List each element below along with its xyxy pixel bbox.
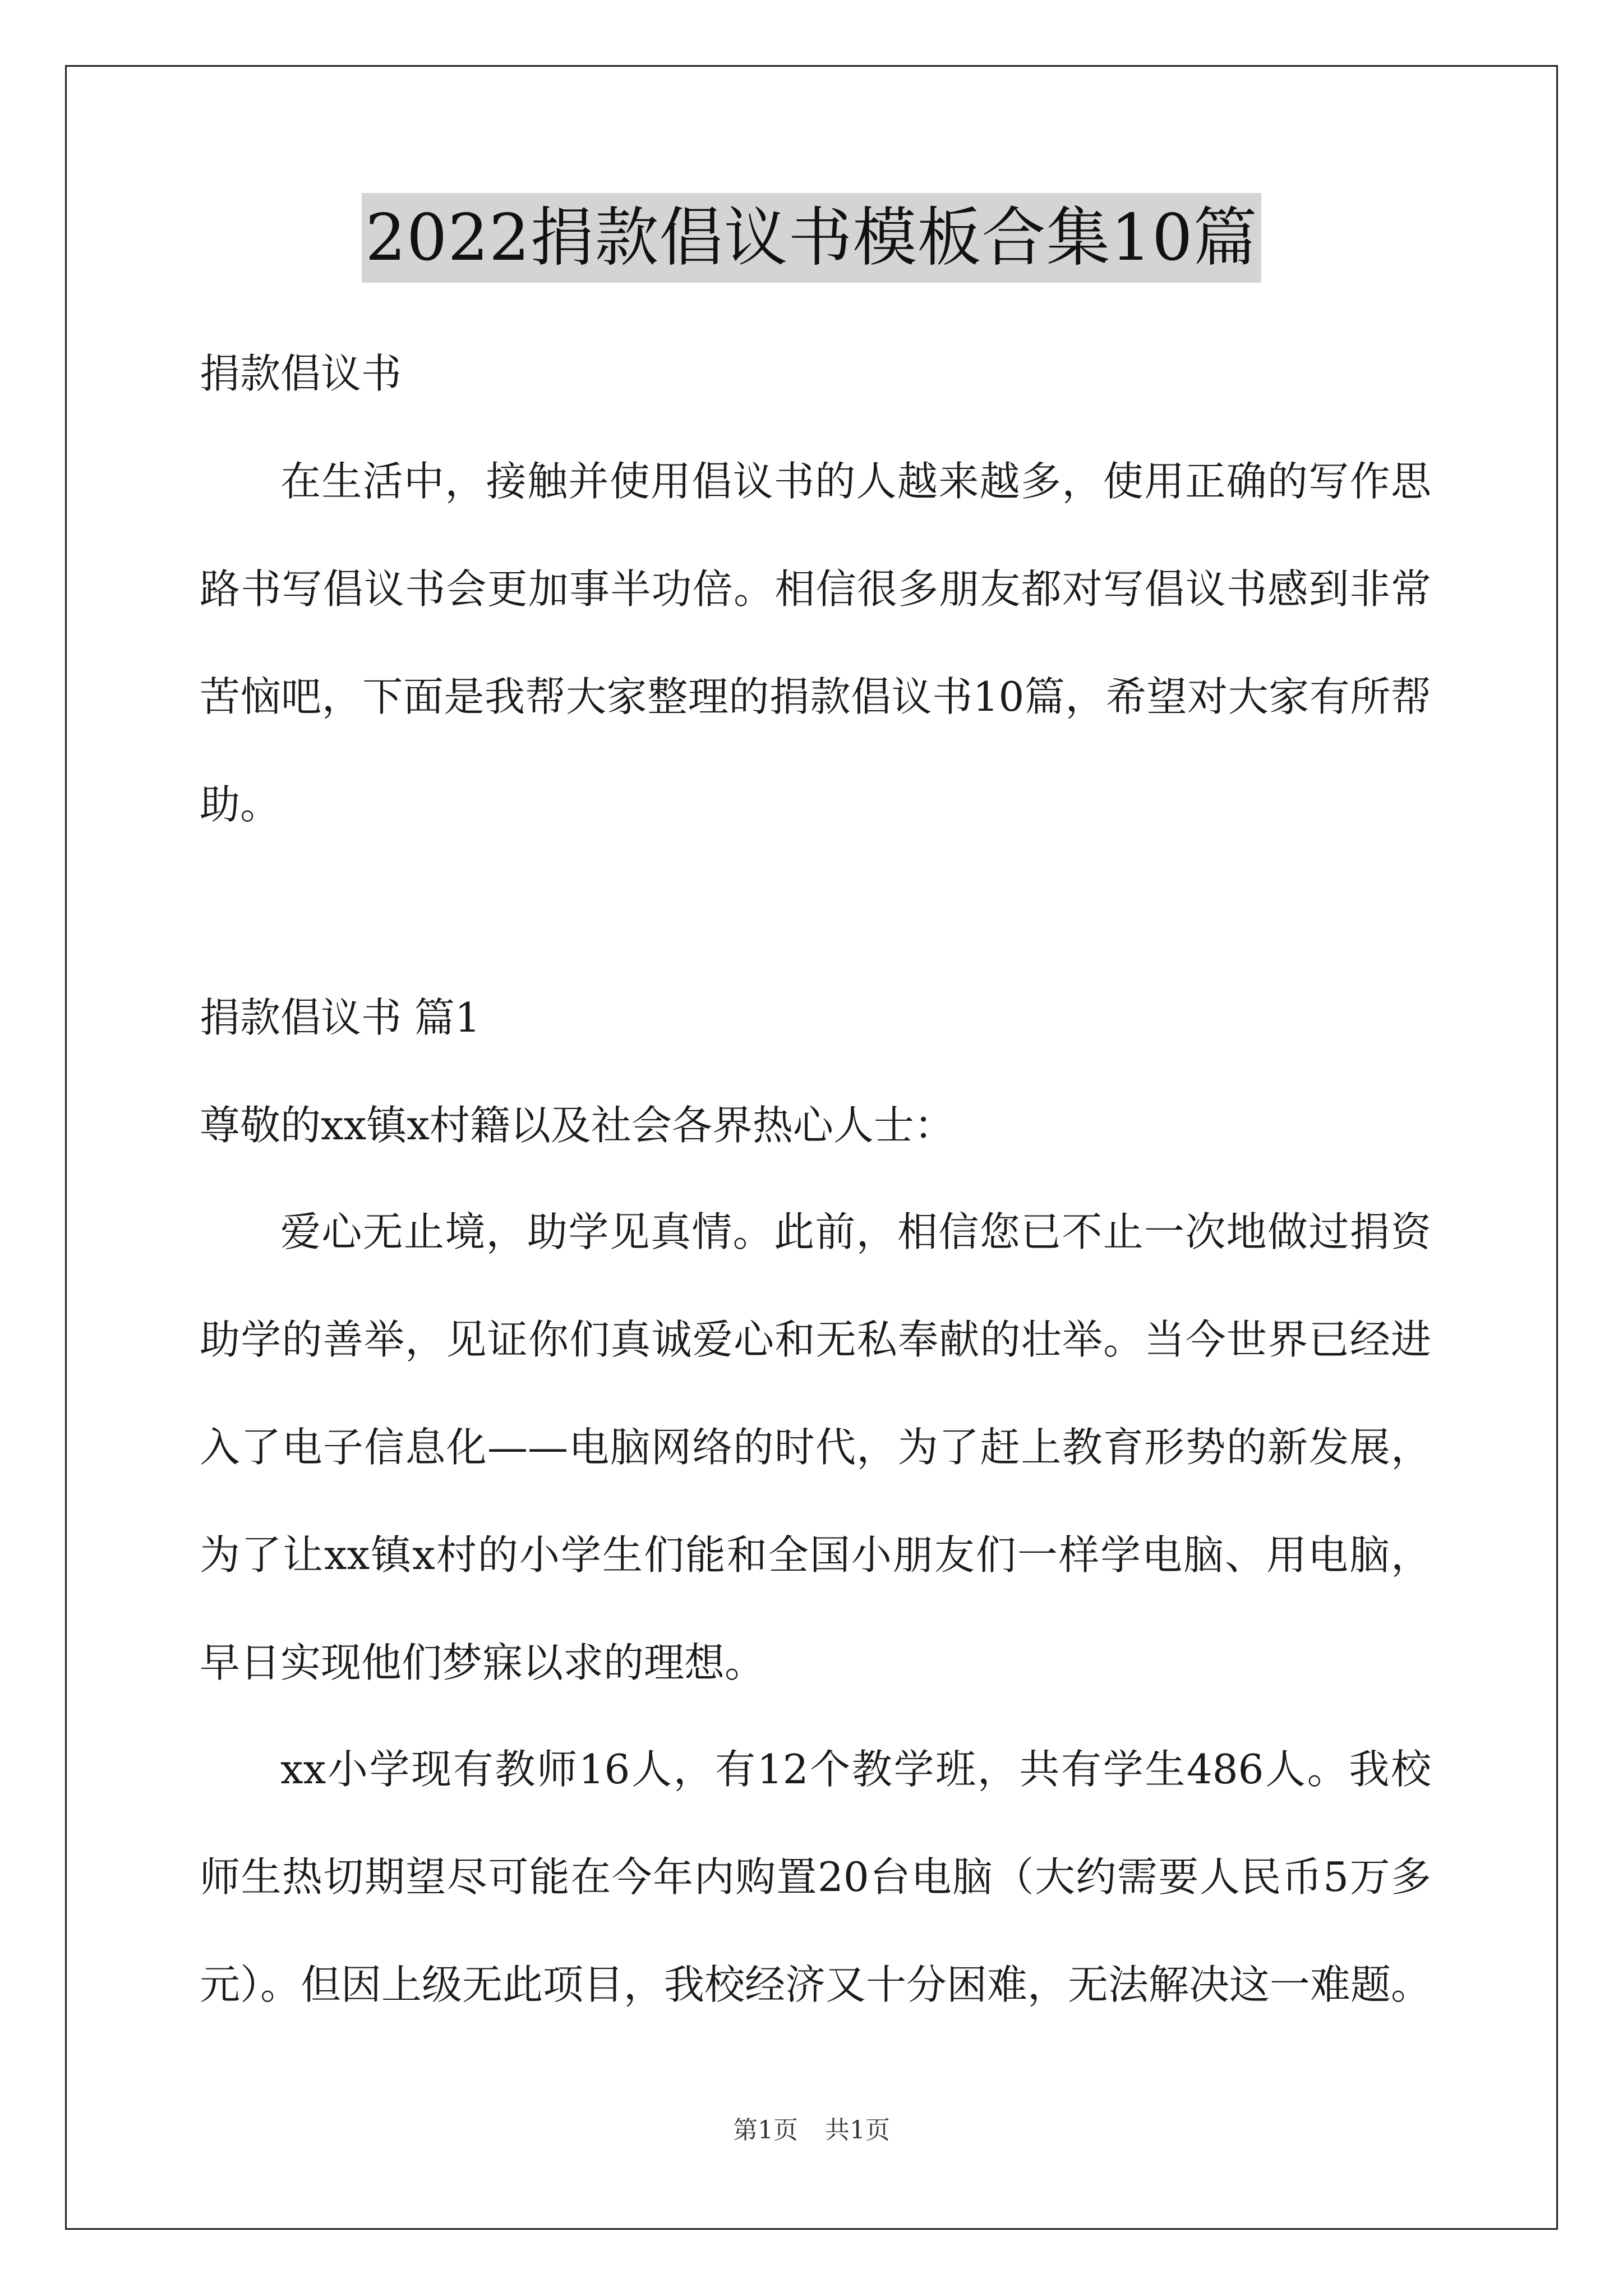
para1-line-2: 助学的善举，见证你们真诚爱心和无私奉献的壮举。当今世界已经进 [200, 1316, 1431, 1363]
intro-line-1: 在生活中，接触并使用倡议书的人越来越多，使用正确的写作思 [280, 458, 1431, 505]
salutation: 尊敬的xx镇x村籍以及社会各界热心人士： [200, 1102, 955, 1149]
section-heading: 捐款倡议书 篇1 [200, 994, 481, 1041]
para2-line-3: 元）。但因上级无此项目，我校经济又十分困难，无法解决这一难题。 [200, 1961, 1432, 2008]
document-title: 2022捐款倡议书模板合集10篇 [362, 193, 1261, 283]
para1-line-1: 爱心无止境，助学见真情。此前，相信您已不止一次地做过捐资 [280, 1208, 1431, 1255]
page-footer [0, 2114, 1623, 2147]
intro-line-3: 苦恼吧，下面是我帮大家整理的捐款倡议书10篇，希望对大家有所帮 [200, 673, 1431, 720]
intro-heading: 捐款倡议书 [200, 350, 402, 397]
page-total: 共1页 [825, 2116, 890, 2145]
intro-line-4: 助。 [200, 781, 281, 828]
page-number: 第1页 [733, 2116, 798, 2145]
para2-line-1: xx小学现有教师16人，有12个教学班，共有学生486人。我校 [280, 1746, 1431, 1793]
intro-line-2: 路书写倡议书会更加事半功倍。相信很多朋友都对写倡议书感到非常 [200, 565, 1431, 613]
para1-line-4: 为了让xx镇x村的小学生们能和全国小朋友们一样学电脑、用电脑， [200, 1531, 1431, 1579]
para1-line-3: 入了电子信息化——电脑网络的时代，为了赶上教育形势的新发展， [200, 1424, 1431, 1471]
para1-line-5: 早日实现他们梦寐以求的理想。 [200, 1639, 766, 1686]
para2-line-2: 师生热切期望尽可能在今年内购置20台电脑（大约需要人民币5万多 [200, 1853, 1431, 1901]
title-container [0, 193, 1623, 283]
